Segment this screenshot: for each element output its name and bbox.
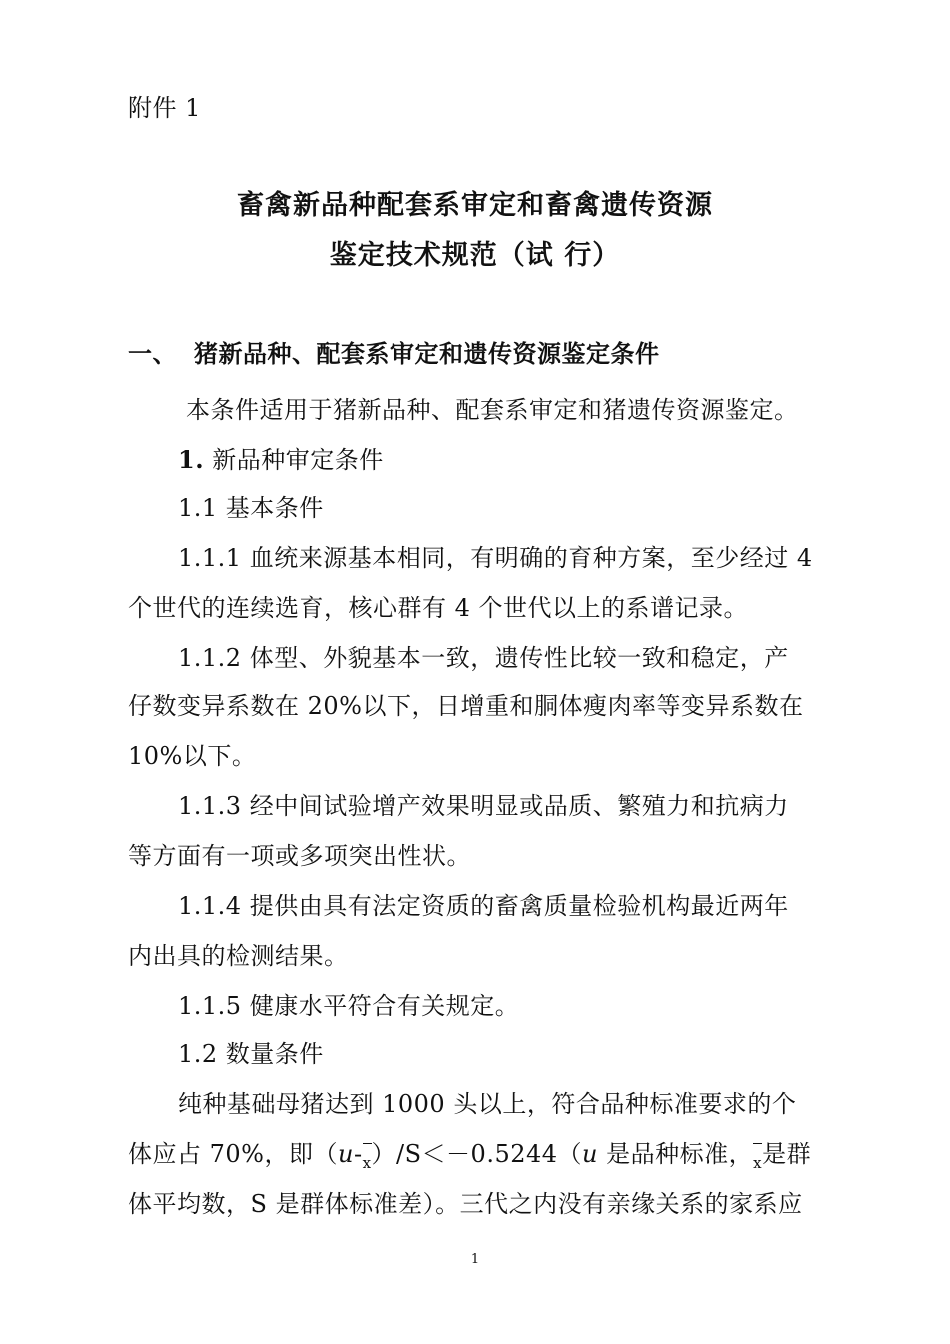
item-1-1-heading: 1.1 基本条件 xyxy=(178,494,324,522)
document-title-line-1: 畜禽新品种配套系审定和畜禽遗传资源 xyxy=(237,190,713,221)
section-heading xyxy=(128,338,660,370)
para-1-2-line-2-mid: ）/S＜－0.5244（ xyxy=(371,1140,583,1168)
symbol-u: u xyxy=(337,1140,354,1168)
symbol-x-bar-2: x xyxy=(753,1147,762,1179)
para-1-2-line-1: 纯种基础母猪达到 1000 头以上，符合品种标准要求的个 xyxy=(178,1090,797,1118)
para-1-1-2-line-1: 1.1.2 体型、外貌基本一致，遗传性比较一致和稳定，产 xyxy=(178,644,789,672)
para-1-2-line-2-post: 是群 xyxy=(762,1140,812,1168)
para-1-1-1-line-1: 1.1.1 血统来源基本相同，有明确的育种方案，至少经过 4 xyxy=(178,544,813,572)
para-1-2-line-2-pre: 体应占 70%，即（ xyxy=(128,1140,338,1168)
item-1-text: 新品种审定条件 xyxy=(212,446,384,474)
item-1-2-heading: 1.2 数量条件 xyxy=(178,1040,324,1068)
section-title: 猪新品种、配套系审定和遗传资源鉴定条件 xyxy=(194,339,660,368)
para-1-1-3-line-1: 1.1.3 经中间试验增产效果明显或品质、繁殖力和抗病力 xyxy=(178,792,789,820)
symbol-u-2: u xyxy=(582,1140,599,1168)
item-1-heading xyxy=(178,444,384,476)
symbol-x-bar: x xyxy=(363,1147,372,1179)
document-title-line-2: 鉴定技术规范（试 行） xyxy=(329,240,621,271)
para-1-2-line-2-mid2: 是品种标准， xyxy=(598,1140,754,1168)
para-1-1-1-line-2: 个世代的连续选育，核心群有 4 个世代以上的系谱记录。 xyxy=(128,594,749,622)
attachment-label: 附件 1 xyxy=(128,94,201,122)
para-1-1-5: 1.1.5 健康水平符合有关规定。 xyxy=(178,992,520,1020)
item-1-number: 1. xyxy=(178,445,205,474)
para-1-1-4-line-2: 内出具的检测结果。 xyxy=(128,942,349,970)
para-1-1-2-line-3: 10%以下。 xyxy=(128,742,257,770)
page-number: 1 xyxy=(470,1252,480,1267)
section-number: 一、 xyxy=(128,339,177,368)
para-1-2-line-2 xyxy=(128,1138,811,1179)
para-1-1-2-line-2: 仔数变异系数在 20%以下，日增重和胴体瘦肉率等变异系数在 xyxy=(128,692,804,720)
para-1-1-3-line-2: 等方面有一项或多项突出性状。 xyxy=(128,842,471,870)
para-1-2-line-3: 体平均数，S 是群体标准差）。三代之内没有亲缘关系的家系应 xyxy=(128,1190,803,1218)
para-1-1-4-line-1: 1.1.4 提供由具有法定资质的畜禽质量检验机构最近两年 xyxy=(178,892,789,920)
intro-paragraph: 本条件适用于猪新品种、配套系审定和猪遗传资源鉴定。 xyxy=(186,396,799,424)
symbol-dash: - xyxy=(353,1140,363,1168)
